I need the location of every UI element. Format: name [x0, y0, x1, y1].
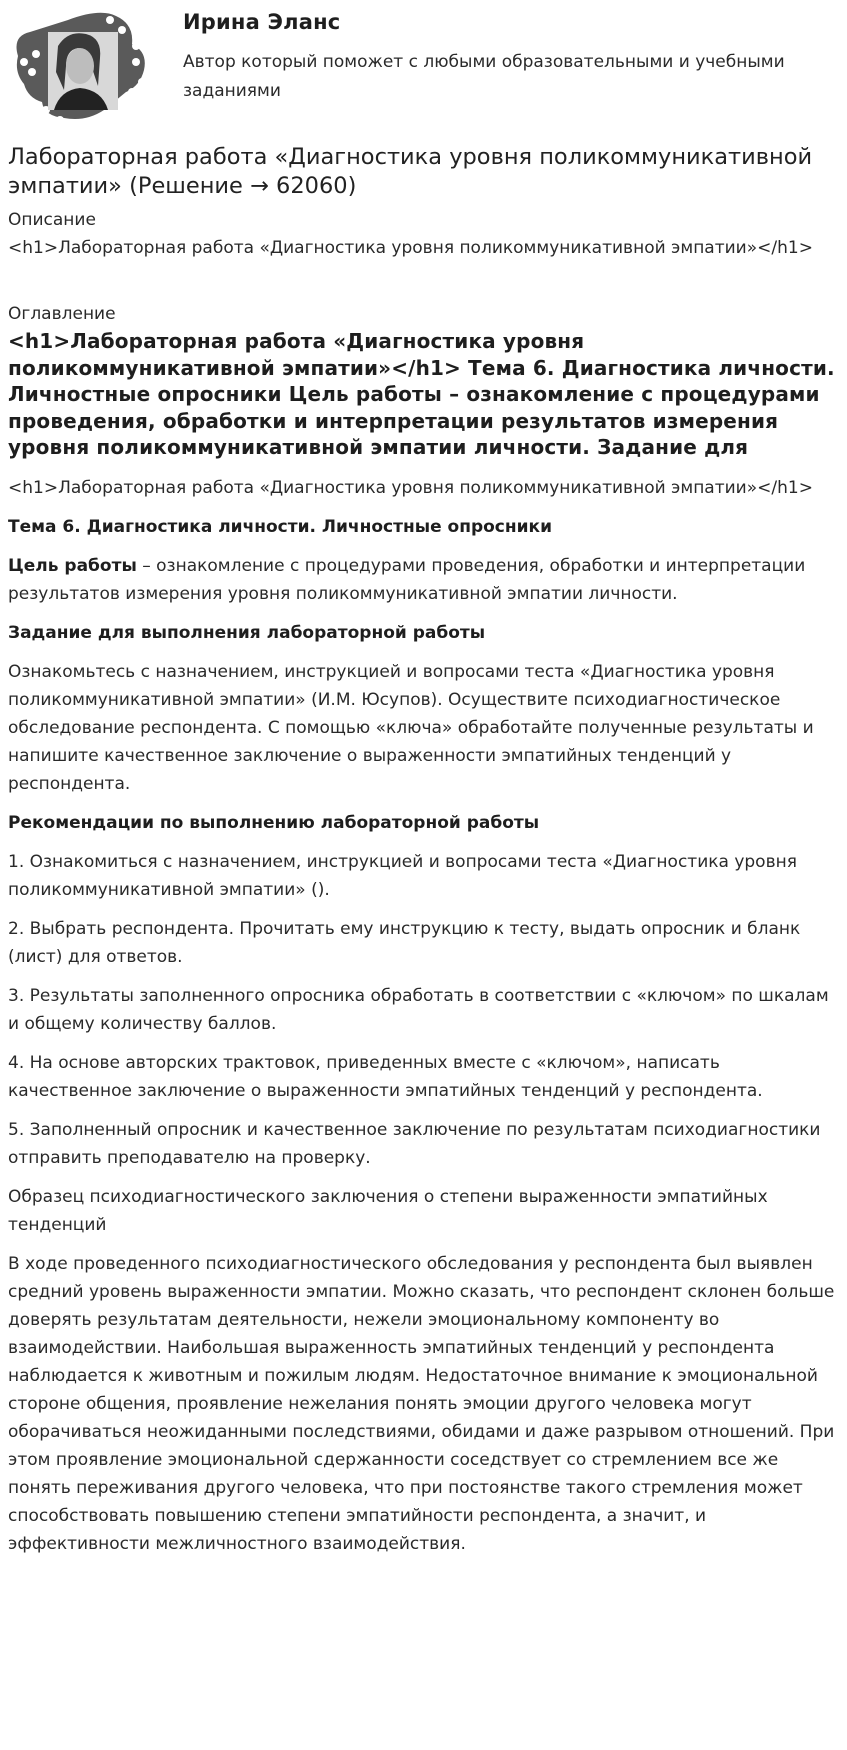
author-card [0, 0, 847, 130]
goal-paragraph [8, 552, 838, 608]
topic-heading: Тема 6. Диагностика личности. Личностные опросники [8, 516, 552, 537]
author-name[interactable]: Ирина Эланс [183, 10, 341, 34]
portrait-photo-icon [17, 13, 147, 124]
goal-label: Цель работы [8, 555, 137, 576]
description-label: Описание [8, 210, 96, 230]
task-heading: Задание для выполнения лабораторной работы [8, 622, 486, 643]
h1-raw-text: <h1>Лабораторная работа «Диагностика уровня поликоммуникативной эмпатии»</h1> [8, 477, 813, 498]
sample-text: В ходе проведенного психодиагностического обследования у респондента был выявлен средний уровень выраженности эмпатии. Можно сказать, что респондент склонен больше доверять результатам деятельности, нежели эмоциональному компоненту во взаимодействии. Наибольшая выраженность эмпатийных тенденций у респондента наблюдается к животным и пожилым людям. Недостаточное внимание к эмоциональной стороне общения, проявление нежелания понять эмоции другого человека могут оборачиваться неожиданными последствиями, обидами и даже разрывом отношений. При этом проявление эмоциональной сдержанности соседствует со стремлением все же понять переживания другого человека, что при постоянстве такого стремления может способствовать повышению степени эмпатийности респондента, а значит, и эффективности межличностного взаимодействия. [8, 1253, 835, 1554]
goal-text: – ознакомление с процедурами проведения, обработки и интерпретации результатов измерения уровня поликоммуникативной эмпатии личности. [8, 555, 806, 604]
author-bio: Автор который поможет с любыми образовательными и учебными заданиями [183, 52, 785, 101]
author-avatar[interactable] [8, 6, 154, 124]
toc-text: <h1>Лабораторная работа «Диагностика уровня поликоммуникативной эмпатии»</h1> Тема 6. Диагностика личности. Личностные опросники Цель работы – ознакомление с процедурами проведения, обработки и интерпретации результатов измерения уровня поликоммуникативной эмпатии личности. Задание для [8, 329, 835, 459]
recommendations-heading: Рекомендации по выполнению лабораторной работы [8, 812, 540, 833]
description-text: <h1>Лабораторная работа «Диагностика уровня поликоммуникативной эмпатии»</h1> [8, 238, 813, 258]
page-title: Лабораторная работа «Диагностика уровня поликоммуникативной эмпатии» (Решение → 62060) [8, 144, 813, 199]
recommendation-item-5: 5. Заполненный опросник и качественное заключение по результатам психодиагностики отправить преподавателю на проверку. [8, 1119, 821, 1168]
recommendation-item-4: 4. На основе авторских трактовок, приведенных вместе с «ключом», написать качественное заключение о выраженности эмпатийных тенденций у респондента. [8, 1052, 763, 1101]
recommendation-item-1: 1. Ознакомиться с назначением, инструкцией и вопросами теста «Диагностика уровня поликоммуникативной эмпатии» (). [8, 851, 797, 900]
sample-heading: Образец психодиагностического заключения о степени выраженности эмпатийных тенденций [8, 1186, 768, 1235]
recommendation-item-3: 3. Результаты заполненного опросника обработать в соответствии с «ключом» по шкалам и общему количеству баллов. [8, 985, 829, 1034]
toc-label: Оглавление [8, 304, 116, 324]
task-text: Ознакомьтесь с назначением, инструкцией и вопросами теста «Диагностика уровня поликоммуникативной эмпатии» (И.М. Юсупов). Осуществите психодиагностическое обследование респондента. С помощью «ключа» обработайте полученные результаты и напишите качественное заключение о выраженности эмпатийных тенденций у респондента. [8, 661, 814, 794]
recommendation-item-2: 2. Выбрать респондента. Прочитать ему инструкцию к тесту, выдать опросник и бланк (лист) для ответов. [8, 918, 801, 967]
document-content [8, 143, 838, 1569]
